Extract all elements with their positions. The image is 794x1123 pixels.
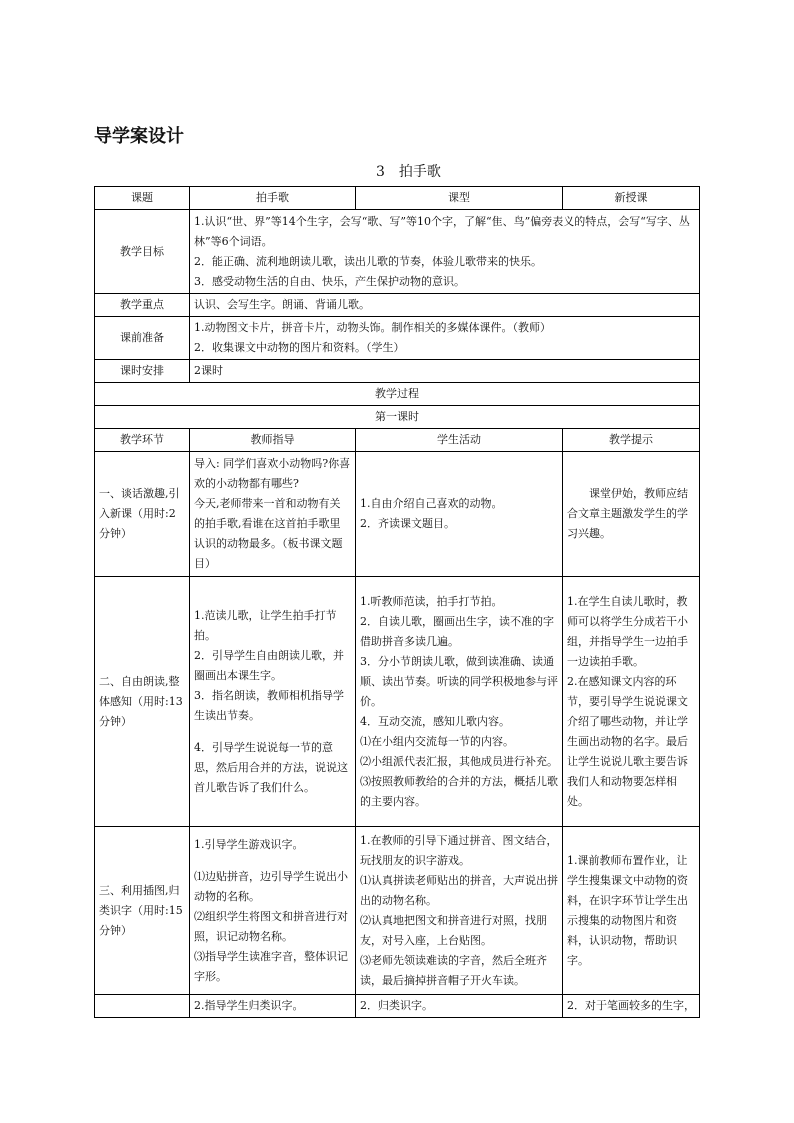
- tips-cell: 2．对于笔画较多的生字，: [563, 995, 700, 1018]
- stage-cell: 一、谈话激趣,引入新课（用时:2分钟）: [95, 452, 190, 577]
- type-label: 课型: [356, 187, 563, 210]
- tips-line: 1.在学生自读儿歌时，教师可以将学生分成若干小组，并指导学生一边拍手一边读拍手歌。: [567, 594, 688, 668]
- student-line: ⑵小组派代表汇报，其他成员进行补充。: [360, 754, 558, 768]
- stage-cell: [95, 995, 190, 1018]
- lesson-number: 3: [376, 164, 385, 180]
- focus-value: 认识、会写生字。朗诵、背诵儿歌。: [190, 294, 700, 317]
- teacher-cell: [190, 577, 356, 827]
- tips-cell: [563, 452, 700, 577]
- student-line: 2．齐读课文题目。: [360, 517, 455, 530]
- teacher-line: 4．引导学生说说每一节的意思，然后用合并的方法，说说这首儿歌告诉了我们什么。: [194, 740, 348, 794]
- course-value: 拍手歌: [190, 187, 356, 210]
- lesson-plan-table: [94, 186, 700, 1018]
- process-header: 教学过程: [95, 383, 700, 406]
- table-row: [95, 995, 700, 1018]
- student-line: ⑴认真拼读老师贴出的拼音，大声说出拼出的动物名称。: [360, 873, 558, 907]
- schedule-label: 课时安排: [95, 360, 190, 383]
- student-line: 1.听教师范读，拍手打节拍。: [360, 594, 503, 608]
- teacher-line: 1.引导学生游戏识字。: [194, 837, 304, 851]
- teacher-line: 1.范读儿歌，让学生拍手打节拍。: [194, 608, 337, 642]
- student-line: 2．自读儿歌，圈画出生字，读不准的字借助拼音多读几遍。: [360, 614, 554, 648]
- student-cell: [356, 827, 563, 995]
- teacher-line: ⑴边贴拼音，边引导学生说出小动物的名称。: [194, 869, 348, 903]
- column-header: 教师指导: [190, 429, 356, 452]
- goal-item: 3．感受动物生活的自由、快乐，产生保护动物的意识。: [194, 274, 465, 288]
- lesson-title: [376, 161, 455, 181]
- period-header: 第一课时: [95, 406, 700, 429]
- teacher-cell: [190, 827, 356, 995]
- lesson-name: 拍手歌: [398, 164, 441, 180]
- column-header: 教学环节: [95, 429, 190, 452]
- table-row: [95, 827, 700, 995]
- stage-cell: 三、利用插图,归类识字（用时:15分钟）: [95, 827, 190, 995]
- focus-label: 教学重点: [95, 294, 190, 317]
- document-title: 导学案设计: [94, 126, 184, 147]
- prep-item: 1.动物图文卡片，拼音卡片，动物头饰。制作相关的多媒体课件。（教师）: [194, 321, 551, 334]
- tips-line: 课堂伊始，教师应结合文章主题激发学生的学习兴趣。: [567, 487, 688, 540]
- student-cell: [356, 577, 563, 827]
- prep-label: 课前准备: [95, 317, 190, 360]
- student-line: ⑴在小组内交流每一节的内容。: [360, 734, 514, 748]
- schedule-value: 2课时: [190, 360, 700, 383]
- type-value: 新授课: [563, 187, 700, 210]
- column-header: 教学提示: [563, 429, 700, 452]
- goals-cell: [190, 210, 700, 294]
- tips-line: 1.课前教师布置作业，让学生搜集课文中动物的资料，在识字环节让学生出示搜集的动物图片和资料，认识动物，帮助识字。: [567, 853, 688, 967]
- student-cell: 2．归类识字。: [356, 995, 563, 1018]
- table-row: [95, 452, 700, 577]
- tips-cell: [563, 577, 700, 827]
- teacher-line: 今天,老师带来一首和动物有关的拍手歌,看谁在这首拍手歌里认识的动物最多。（板书课文题目）: [194, 497, 343, 570]
- student-cell: [356, 452, 563, 577]
- table-row: [95, 577, 700, 827]
- student-line: 4．互动交流，感知儿歌内容。: [360, 714, 510, 728]
- goals-label: 教学目标: [95, 210, 190, 294]
- teacher-line: 3．指名朗读，教师相机指导学生读出节奏。: [194, 688, 344, 722]
- student-line: 1.自由介绍自己喜欢的动物。: [360, 497, 503, 510]
- student-line: ⑵认真地把图文和拼音进行对照，找朋友，对号入座，上台贴图。: [360, 913, 547, 947]
- student-line: ⑶老师先领读难读的字音，然后全班齐读，最后摘掉拼音帽子开火车读。: [360, 953, 547, 987]
- course-label: 课题: [95, 187, 190, 210]
- stage-cell: 二、自由朗读,整体感知（用时:13分钟）: [95, 577, 190, 827]
- student-line: ⑶按照教师教给的合并的方法，概括儿歌的主要内容。: [360, 774, 558, 808]
- teacher-cell: [190, 452, 356, 577]
- goal-item: 2．能正确、流利地朗读儿歌，读出儿歌的节奏，体验儿歌带来的快乐。: [194, 254, 542, 268]
- student-line: 3．分小节朗读儿歌，做到读准确、读通顺、读出节奏。听读的同学积极地参与评价。: [360, 654, 558, 708]
- teacher-line: 导入: 同学们喜欢小动物吗?你喜欢的小动物都有哪些?: [194, 457, 351, 490]
- teacher-line: ⑶指导学生读准字音，整体识记字形。: [194, 949, 348, 983]
- tips-line: 2.在感知课文内容的环节，要引导学生说说课文介绍了哪些动物，并让学生画出动物的名字。最后让学生说说儿歌主要告诉我们人和动物要怎样相处。: [567, 674, 688, 808]
- student-line: 1.在教师的引导下通过拼音、图文结合，玩找朋友的识字游戏。: [360, 833, 558, 867]
- tips-cell: [563, 827, 700, 995]
- teacher-line: 2．引导学生自由朗读儿歌，并圈画出本课生字。: [194, 648, 344, 682]
- prep-cell: [190, 317, 700, 360]
- teacher-cell: 2.指导学生归类识字。: [190, 995, 356, 1018]
- prep-item: 2．收集课文中动物的图片和资料。（学生）: [194, 341, 405, 354]
- column-header: 学生活动: [356, 429, 563, 452]
- goal-item: 1.认识“世、界”等14个生字，会写“歌、写”等10个字，了解“隹、鸟”偏旁表义的特点，会写“写字、丛林”等6个词语。: [194, 214, 690, 248]
- teacher-line: ⑵组织学生将图文和拼音进行对照，识记动物名称。: [194, 909, 348, 943]
